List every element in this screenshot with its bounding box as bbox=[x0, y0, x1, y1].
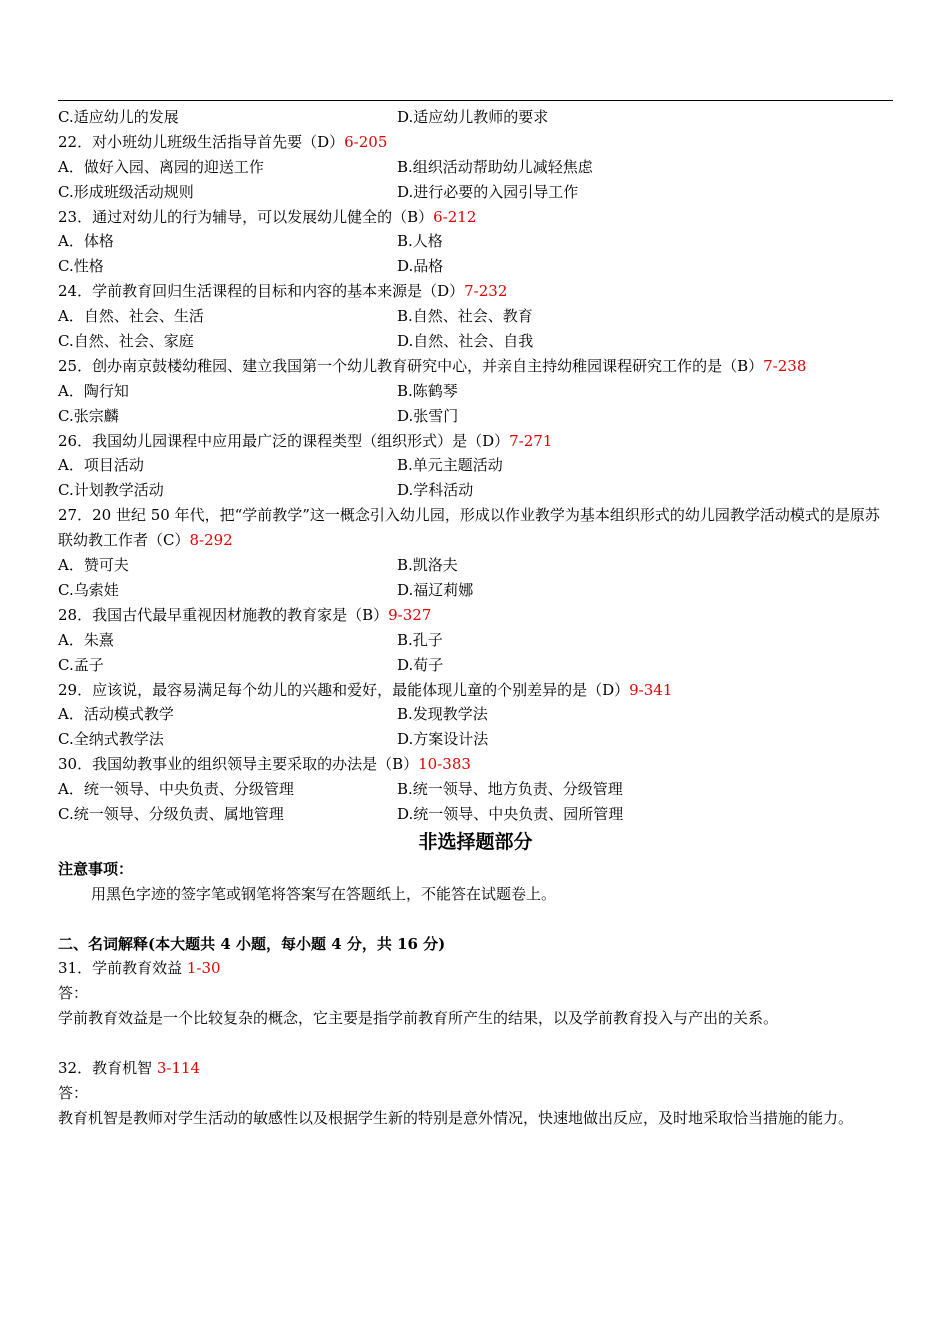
option: D.适应幼儿教师的要求 bbox=[397, 108, 549, 126]
option-row bbox=[58, 653, 893, 678]
option: C.计划教学活动 bbox=[58, 481, 164, 500]
answer-text: 教育机智是教师对学生活动的敏感性以及根据学生新的特别是意外情况，快速地做出反应，及时地采取恰当措施的能力。 bbox=[58, 1108, 854, 1127]
option-row bbox=[58, 453, 893, 478]
option-row bbox=[58, 578, 893, 603]
option: D.福辽莉娜 bbox=[397, 580, 474, 599]
option-row bbox=[58, 702, 893, 727]
option-row bbox=[58, 553, 893, 578]
section-title: 非选择题部分 bbox=[418, 830, 533, 853]
term-stem: 31．学前教育效益 1-30 bbox=[58, 959, 221, 978]
option: B.自然、社会、教育 bbox=[397, 307, 533, 326]
answer-label: 答： bbox=[58, 984, 89, 1003]
option: C.张宗麟 bbox=[58, 406, 119, 425]
option: D.统一领导、中央负责、园所管理 bbox=[397, 804, 624, 823]
notice-text: 用黑色字迹的签字笔或钢笔将答案写在答题纸上，不能答在试题卷上。 bbox=[91, 884, 557, 903]
option: A．活动模式教学 bbox=[58, 705, 174, 724]
question-stem: 28．我国古代最早重视因材施教的教育家是（B）9-327 bbox=[58, 605, 432, 624]
header-rule bbox=[58, 100, 893, 101]
part-title: 二、名词解释(本大题共 4 小题，每小题 4 分，共 16 分) bbox=[58, 934, 446, 953]
notice-label: 注意事项： bbox=[58, 859, 134, 878]
option-row bbox=[58, 628, 893, 653]
question-stem: 23．通过对幼儿的行为辅导，可以发展幼儿健全的（B）6-212 bbox=[58, 207, 477, 226]
question-stem: 22．对小班幼儿班级生活指导首先要（D）6-205 bbox=[58, 132, 388, 151]
page-ref: 6-212 bbox=[433, 207, 477, 226]
answer-label: 答： bbox=[58, 1083, 89, 1102]
option: D.品格 bbox=[397, 257, 444, 276]
option: B.发现教学法 bbox=[397, 705, 488, 724]
option-row bbox=[58, 229, 893, 254]
option: C.适应幼儿的发展 bbox=[58, 108, 179, 126]
option: D.自然、社会、自我 bbox=[397, 332, 534, 351]
option: C.自然、社会、家庭 bbox=[58, 332, 194, 351]
question-stem: 30．我国幼教事业的组织领导主要采取的办法是（B）10-383 bbox=[58, 755, 471, 774]
option: B.单元主题活动 bbox=[397, 456, 503, 475]
answer-text: 学前教育效益是一个比较复杂的概念，它主要是指学前教育所产生的结果，以及学前教育投入与产出的关系。 bbox=[58, 1009, 779, 1028]
option: B.凯洛夫 bbox=[397, 556, 458, 575]
option: D.荀子 bbox=[397, 655, 444, 674]
option: B.人格 bbox=[397, 232, 443, 251]
page-ref: 10-383 bbox=[418, 755, 471, 774]
page-ref: 3-114 bbox=[156, 1059, 201, 1077]
option: A．陶行知 bbox=[58, 381, 129, 400]
option-row bbox=[58, 105, 893, 130]
option: A．项目活动 bbox=[58, 456, 144, 475]
option: C.乌索娃 bbox=[58, 580, 119, 599]
spacer bbox=[58, 907, 893, 932]
option: B.陈鹤琴 bbox=[397, 381, 458, 400]
option-row bbox=[58, 180, 893, 205]
option-row bbox=[58, 478, 893, 503]
option: C.全纳式教学法 bbox=[58, 730, 164, 749]
option-row bbox=[58, 404, 893, 429]
page-ref: 7-238 bbox=[763, 356, 807, 375]
option-row bbox=[58, 329, 893, 354]
option: C.孟子 bbox=[58, 655, 104, 674]
option: A．朱熹 bbox=[58, 630, 114, 649]
document-body bbox=[58, 105, 893, 1131]
option: B.组织活动帮助幼儿减轻焦虑 bbox=[397, 157, 593, 176]
page-ref: 6-205 bbox=[344, 132, 388, 151]
question-stem: 27．20 世纪 50 年代，把“学前教学”这一概念引入幼儿园，形成以作业教学为基本组织形式的幼儿园教学活动模式的是原苏联幼教工作者（C）8-292 bbox=[58, 506, 880, 550]
page-ref: 1-30 bbox=[186, 959, 221, 978]
term-stem: 32．教育机智 3-114 bbox=[58, 1059, 201, 1077]
question-stem: 26．我国幼儿园课程中应用最广泛的课程类型（组织形式）是（D）7-271 bbox=[58, 431, 553, 450]
option: C.统一领导、分级负责、属地管理 bbox=[58, 804, 284, 823]
page-ref: 8-292 bbox=[189, 531, 233, 550]
page-ref: 7-271 bbox=[509, 431, 553, 450]
option-row bbox=[58, 155, 893, 180]
option: D.进行必要的入园引导工作 bbox=[397, 182, 579, 201]
option: A．做好入园、离园的迎送工作 bbox=[58, 157, 264, 176]
option: B.统一领导、地方负责、分级管理 bbox=[397, 780, 623, 799]
option: A．体格 bbox=[58, 232, 114, 251]
option: D.学科活动 bbox=[397, 481, 474, 500]
page-ref: 7-232 bbox=[464, 282, 508, 301]
option: A．赞可夫 bbox=[58, 556, 129, 575]
option-row bbox=[58, 304, 893, 329]
option-row bbox=[58, 777, 893, 802]
option: D.方案设计法 bbox=[397, 730, 489, 749]
option-row bbox=[58, 727, 893, 752]
question-stem: 24．学前教育回归生活课程的目标和内容的基本来源是（D）7-232 bbox=[58, 282, 508, 301]
page-ref: 9-341 bbox=[629, 680, 673, 699]
page-ref: 9-327 bbox=[388, 605, 432, 624]
option-row bbox=[58, 802, 893, 827]
question-stem: 25．创办南京鼓楼幼稚园、建立我国第一个幼儿教育研究中心，并亲自主持幼稚园课程研究工作的是（B）7-238 bbox=[58, 356, 807, 375]
option: A．自然、社会、生活 bbox=[58, 307, 204, 326]
question-stem: 29．应该说，最容易满足每个幼儿的兴趣和爱好，最能体现儿童的个别差异的是（D）9-341 bbox=[58, 680, 673, 699]
spacer bbox=[58, 1031, 893, 1056]
option: A．统一领导、中央负责、分级管理 bbox=[58, 780, 294, 799]
option: B.孔子 bbox=[397, 630, 443, 649]
option: C.性格 bbox=[58, 257, 104, 276]
option-row bbox=[58, 254, 893, 279]
option: C.形成班级活动规则 bbox=[58, 182, 194, 201]
option: D.张雪门 bbox=[397, 406, 459, 425]
option-row bbox=[58, 379, 893, 404]
